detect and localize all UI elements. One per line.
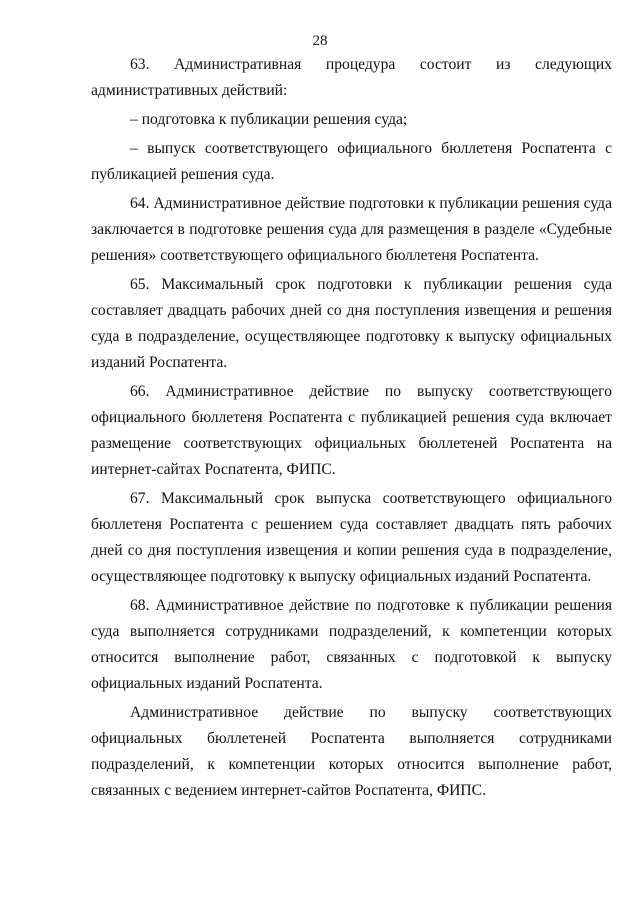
page-number: 28 bbox=[312, 33, 328, 49]
list-item-issue-bulletin: – выпуск соответствующего официального бюллетеня Роспатента с публикацией решения суда. bbox=[91, 140, 612, 183]
paragraph-63: 63. Административная процедура состоит из следующих административных действий: bbox=[91, 56, 612, 99]
list-item-preparation: – подготовка к публикации решения суда; bbox=[130, 111, 408, 128]
paragraph-65: 65. Максимальный срок подготовки к публикации решения суда составляет двадцать рабочих дней со дня поступления извещения и решения суда в подразделение, осуществляющее подготовку к выпуску официальных изданий Роспатента. bbox=[91, 276, 612, 371]
document-body bbox=[91, 52, 612, 804]
paragraph-68: 68. Административное действие по подготовке к публикации решения суда выполняется сотрудниками подразделений, к компетенции которых относится выполнение работ, связанных с подготовкой к выпуску официальных изданий Роспатента. bbox=[91, 597, 612, 692]
paragraph-64: 64. Административное действие подготовки к публикации решения суда заключается в подготовке решения суда для размещения в разделе «Судебные решения» соответствующего официального бюллетеня Роспатента. bbox=[91, 195, 612, 264]
paragraph-66: 66. Административное действие по выпуску соответствующего официального бюллетеня Роспатента с публикацией решения суда включает размещение соответствующих официальных бюллетеней Роспатента на интернет-сайтах Роспатента, ФИПС. bbox=[91, 383, 612, 478]
paragraph-67: 67. Максимальный срок выпуска соответствующего официального бюллетеня Роспатента с решением суда составляет двадцать пять рабочих дней со дня поступления извещения и копии решения суда в подразделение, осуществляющее подготовку к выпуску официальных изданий Роспатента. bbox=[91, 490, 612, 585]
paragraph-68-continuation: Административное действие по выпуску соответствующих официальных бюллетеней Роспатента выполняется сотрудниками подразделений, к компетенции которых относится выполнение работ, связанных с ведением интернет-сайтов Роспатента, ФИПС. bbox=[91, 704, 612, 799]
